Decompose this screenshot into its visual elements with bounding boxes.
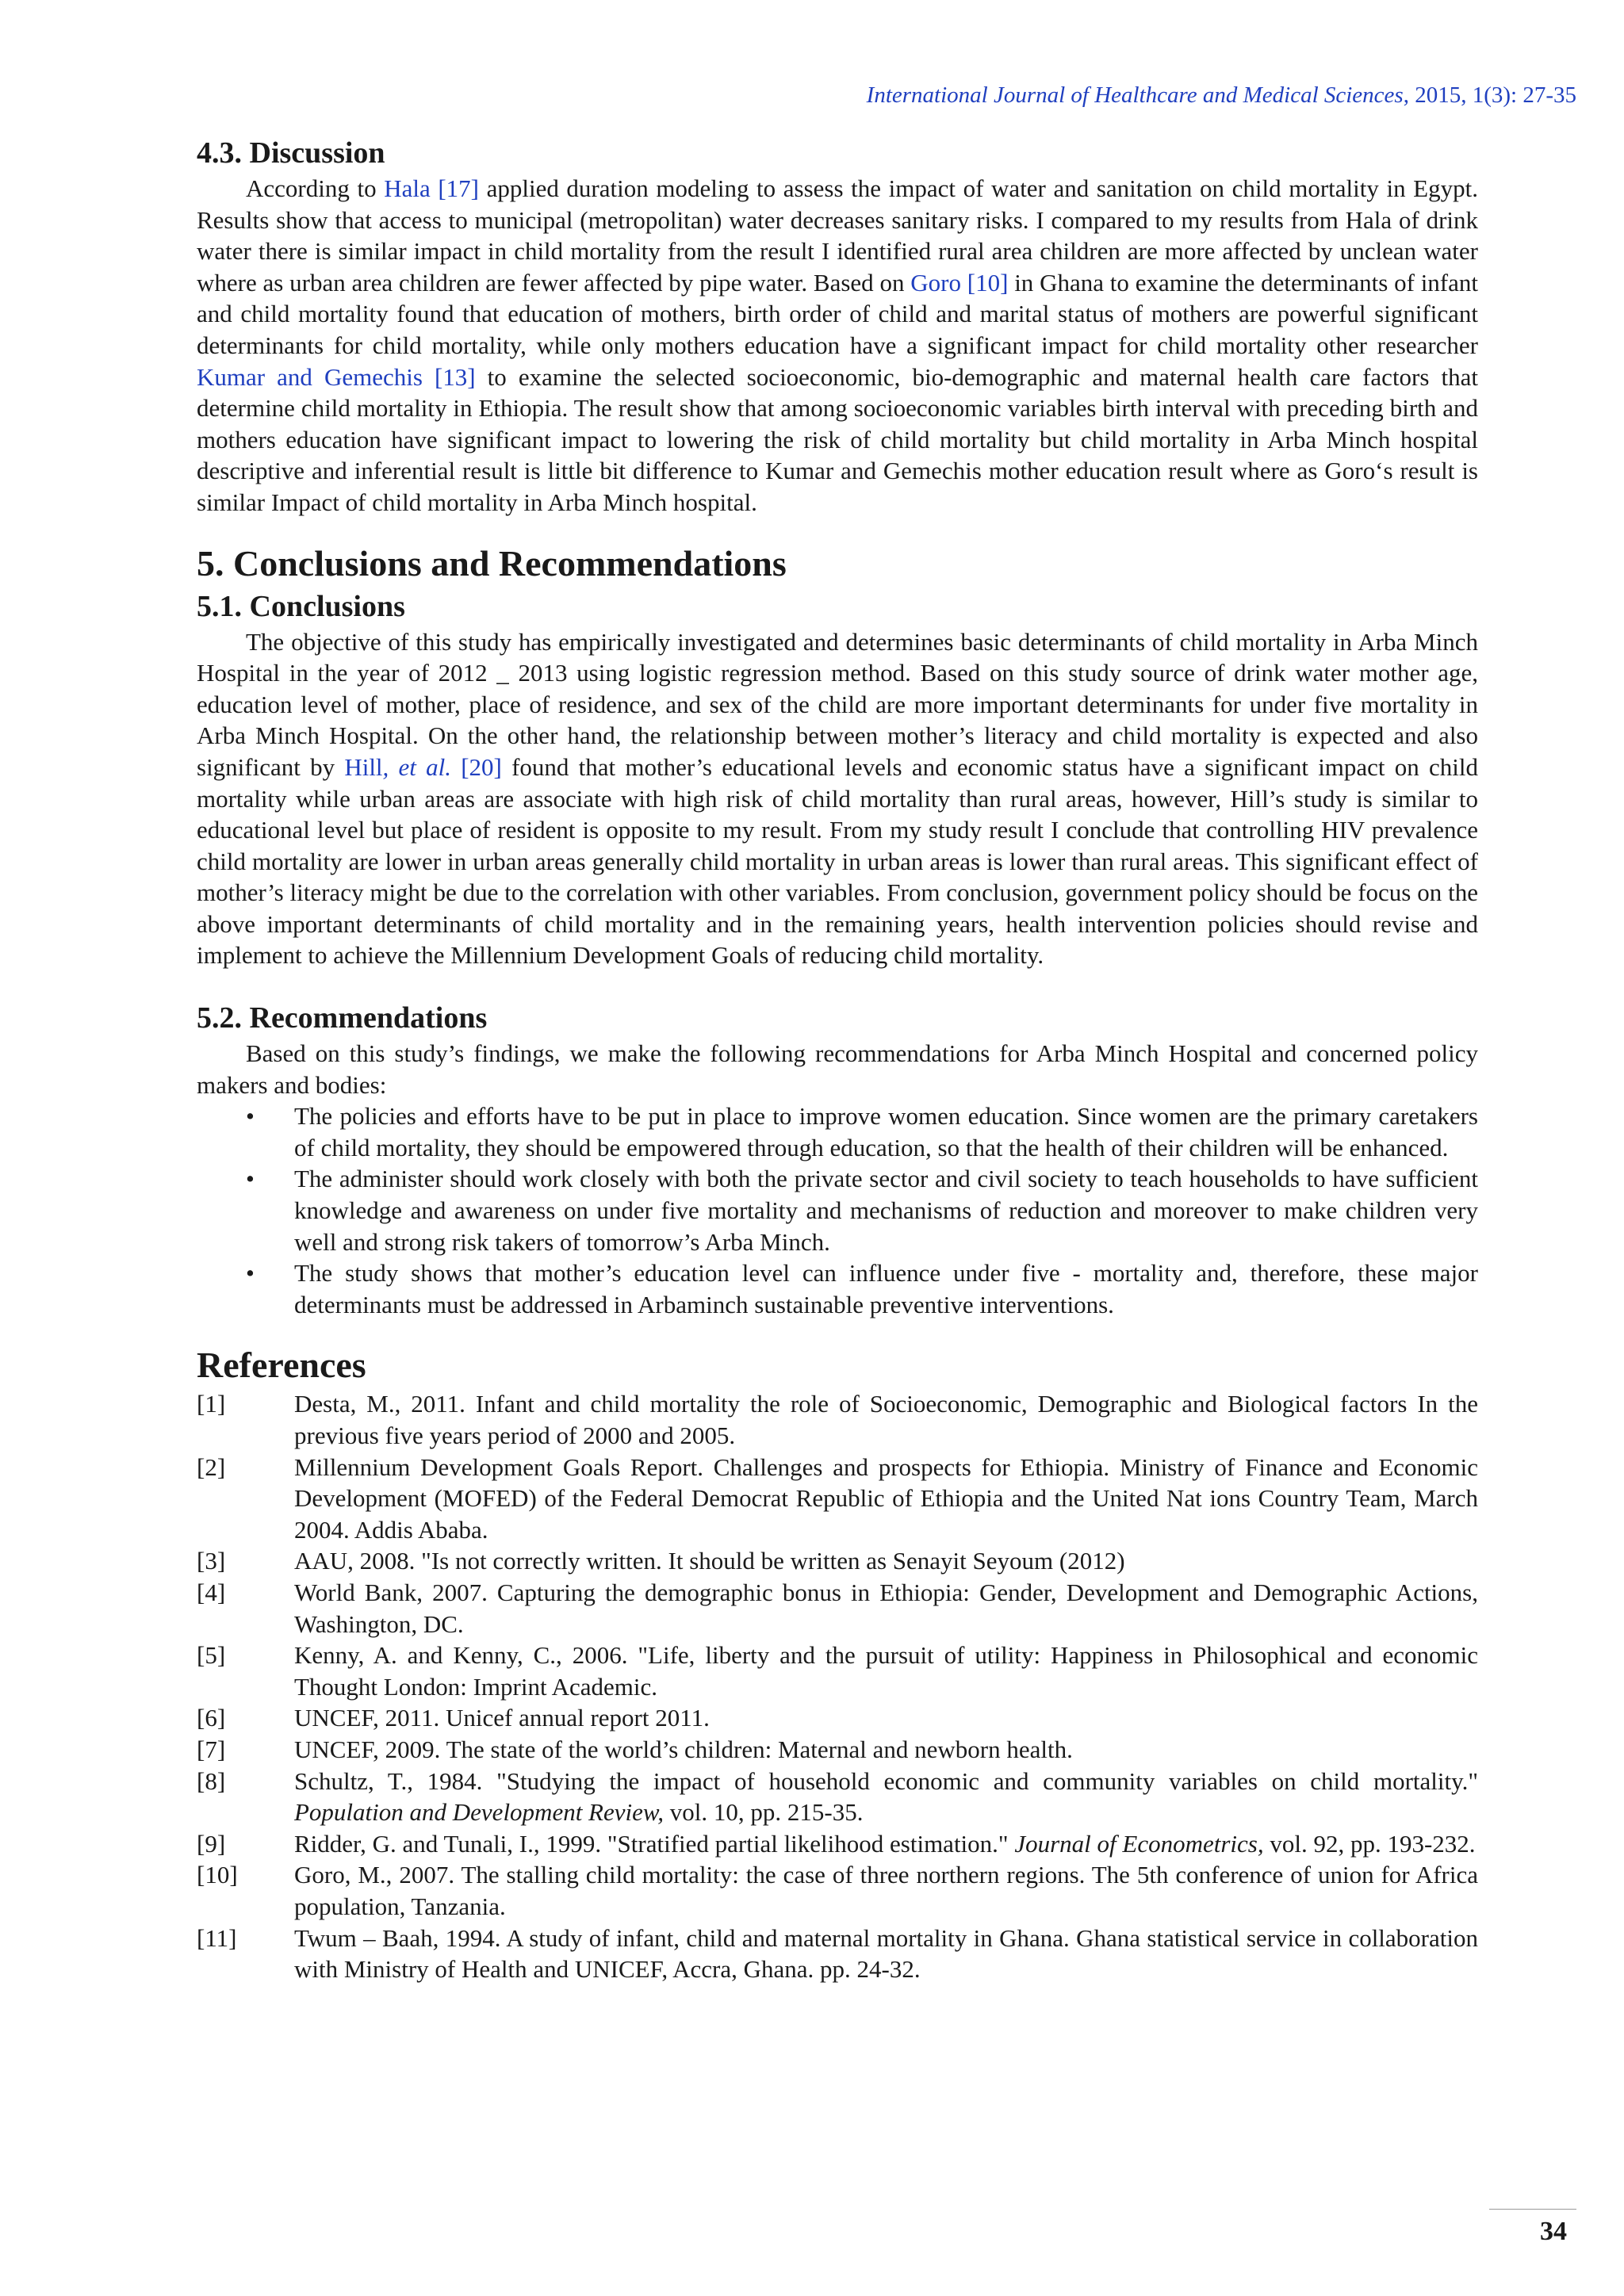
reference-number: [2] [197,1452,226,1481]
reference-text: Desta, M., 2011. Infant and child mortality the role of Socioeconomic, Demographic and Biological factors In the previous five years period of 2000 and 2005. [294,1390,1478,1449]
reference-number: [9] [197,1829,226,1858]
discussion-text-4: to examine the selected socioeconomic, bio-demographic and maternal health care factors that determine child mortality in Ethiopia. The result show that among socioeconomic variables birth interval with preceding birth and mothers education have significant impact to lowering the risk of child mortality but child mortality in Arba Minch hospital descriptive and inferential result is little bit difference to Kumar and Gemechis mother education result where as Goro‘s result is similar Impact of child mortality in Arba Minch hospital. [197,362,1478,516]
reference-item [197,1766,1478,1828]
page-number-rule [1489,2209,1576,2210]
reference-journal: Population and Development Review, [294,1798,665,1827]
reference-item [197,1388,1478,1451]
recommendations-heading: 5.2. Recommendations [197,1001,488,1035]
reference-number: [4] [197,1578,226,1606]
recommendation-text: The study shows that mother’s education level can influence under five - mortality and, therefore, these major determinants must be addressed in Arbaminch sustainable preventive interventions. [294,1259,1478,1318]
reference-text: Kenny, A. and Kenny, C., 2006. "Life, liberty and the pursuit of utility: Happiness in Philosophical and economic Thought London: Imprint Academic. [294,1641,1478,1701]
reference-text-part: vol. 10, pp. 215-35. [664,1798,864,1827]
discussion-text-1: According to [246,174,385,202]
reference-journal: Journal of Econometrics, [1014,1829,1264,1858]
reference-text [294,1767,1478,1827]
reference-text [294,1830,1476,1858]
reference-number: [8] [197,1766,226,1795]
citation-link-hill-name: Hill [344,752,383,781]
discussion-heading: 4.3. Discussion [197,136,385,170]
reference-number: [3] [197,1547,226,1575]
reference-item [197,1702,1478,1734]
recommendations-intro: Based on this study’s findings, we make the following recommendations for Arba Minch Hospital and concerned policy makers and bodies: [197,1039,1478,1099]
references-list [197,1388,1478,1984]
page-content [197,133,1478,1985]
discussion-text-2: applied duration modeling to assess the impact of water and sanitation on child mortality in Egypt. Results show that access to municipal (metropolitan) water decreases sanitary risks. I compared to my results from Hala of drink water there is similar impact in child mortality from the result I identified rural area children are more affected by unclean water where as urban area children are fewer affected by pipe water. Based on [197,174,1478,297]
reference-text: UNCEF, 2011. Unicef annual report 2011. [294,1704,710,1732]
recommendations-list [197,1100,1478,1320]
reference-text: Twum – Baah, 1994. A study of infant, child and maternal mortality in Ghana. Ghana statistical service in collaboration with Ministry of Health and UNICEF, Accra, Ghana. pp. 24-32. [294,1923,1478,1984]
reference-item [197,1452,1478,1546]
citation-link-hill-number: [20] [450,752,502,781]
reference-text-part: Ridder, G. and Tunali, I., 1999. "Stratified partial likelihood estimation." [294,1829,1015,1858]
conclusions-text-2: found that mother’s educational levels and economic status have a significant impact on child mortality while urban areas are associate with high risk of child mortality than rural areas, however, Hill’s study is similar to educational level but place of resident is opposite to my result. From my study result I conclude that controlling HIV prevalence child mortality are lower in urban areas generally child mortality in urban areas is lower than rural areas. This significant effect of mother’s literacy might be due to the correlation with other variables. From conclusion, government policy should be focus on the above important determinants of child mortality and in the remaining years, health intervention policies should revise and implement to achieve the Millennium Development Goals of reducing child mortality. [197,752,1478,970]
conclusions-subheading: 5.1. Conclusions [197,589,405,623]
page-number: 34 [1540,2217,1567,2246]
reference-item [197,1640,1478,1702]
recommendation-text: The policies and efforts have to be put in place to improve women education. Since women are the primary caretakers of child mortality, they should be empowered through education, so that the health of their children will be enhanced. [294,1102,1478,1161]
citation-link-goro[interactable]: Goro [10] [910,268,1009,297]
reference-number: [6] [197,1704,226,1732]
references-heading: References [197,1345,366,1386]
bullet-icon: • [246,1102,255,1131]
discussion-paragraph [197,173,1478,519]
reference-item [197,1577,1478,1640]
discussion-text-3: in Ghana to examine the determinants of infant and child mortality found that education of mothers, birth order of child and marital status of mothers are powerful significant determinants for child mortality, while only mothers education have a significant impact for child mortality other researcher [197,268,1478,359]
recommendation-item [197,1100,1478,1163]
journal-name: International Journal of Healthcare and Medical Sciences [866,82,1404,108]
recommendation-item [197,1257,1478,1320]
conclusions-paragraph [197,626,1478,972]
reference-text: Goro, M., 2007. The stalling child mortality: the case of three northern regions. The 5th conference of union for Africa population, Tanzania. [294,1861,1478,1920]
running-header [867,82,1576,109]
citation-link-hala[interactable]: Hala [17] [384,174,479,202]
reference-text: World Bank, 2007. Capturing the demographic bonus in Ethiopia: Gender, Development and Demographic Actions, Washington, DC. [294,1578,1478,1638]
bullet-icon: • [246,1259,255,1288]
citation-link-kumar[interactable]: Kumar and Gemechis [13] [197,362,476,391]
recommendation-text: The administer should work closely with both the private sector and civil society to teach households to have sufficient knowledge and awareness on under five mortality and mechanisms of reduction and moreover to make children very well and strong risk takers of tomorrow’s Arba Minch. [294,1165,1478,1256]
reference-item [197,1859,1478,1922]
reference-text: Millennium Development Goals Report. Challenges and prospects for Ethiopia. Ministry of Finance and Economic Development (MOFED) of the Federal Democrat Republic of Ethiopia and the United Nat ions Country Team, March 2004. Addis Ababa. [294,1452,1478,1544]
reference-item [197,1545,1478,1577]
journal-citation: , 2015, 1(3): 27-35 [1403,82,1576,108]
reference-text: AAU, 2008. "Is not correctly written. It should be written as Senayit Seyoum (2012) [294,1547,1125,1575]
reference-number: [5] [197,1641,226,1670]
conclusions-recommendations-heading: 5. Conclusions and Recommendations [197,542,787,584]
conclusions-text-1: The objective of this study has empirically investigated and determines basic determinants of child mortality in Arba Minch Hospital in the year of 2012 _ 2013 using logistic regression method. Based on this study source of drink water mother age, education level of mother, place of residence, and sex of the child are more important determinants for under five mortality in Arba Minch Hospital. On the other hand, the relationship between mother’s literacy and child mortality is expected and also significant by [197,627,1478,781]
reference-number: [11] [197,1923,237,1952]
citation-link-hill-etal: , et al. [382,752,451,781]
recommendation-item [197,1163,1478,1257]
reference-item [197,1828,1478,1860]
reference-number: [10] [197,1861,238,1889]
reference-text-part: Schultz, T., 1984. "Studying the impact of household economic and community variables on child mortality." [294,1766,1478,1795]
citation-link-hill[interactable] [344,753,502,781]
reference-text: UNCEF, 2009. The state of the world’s children: Maternal and newborn health. [294,1735,1073,1763]
reference-item [197,1734,1478,1766]
reference-item [197,1923,1478,1985]
bullet-icon: • [246,1165,255,1193]
reference-number: [1] [197,1390,226,1418]
reference-number: [7] [197,1735,226,1763]
reference-text-part: vol. 92, pp. 193-232. [1263,1829,1476,1858]
